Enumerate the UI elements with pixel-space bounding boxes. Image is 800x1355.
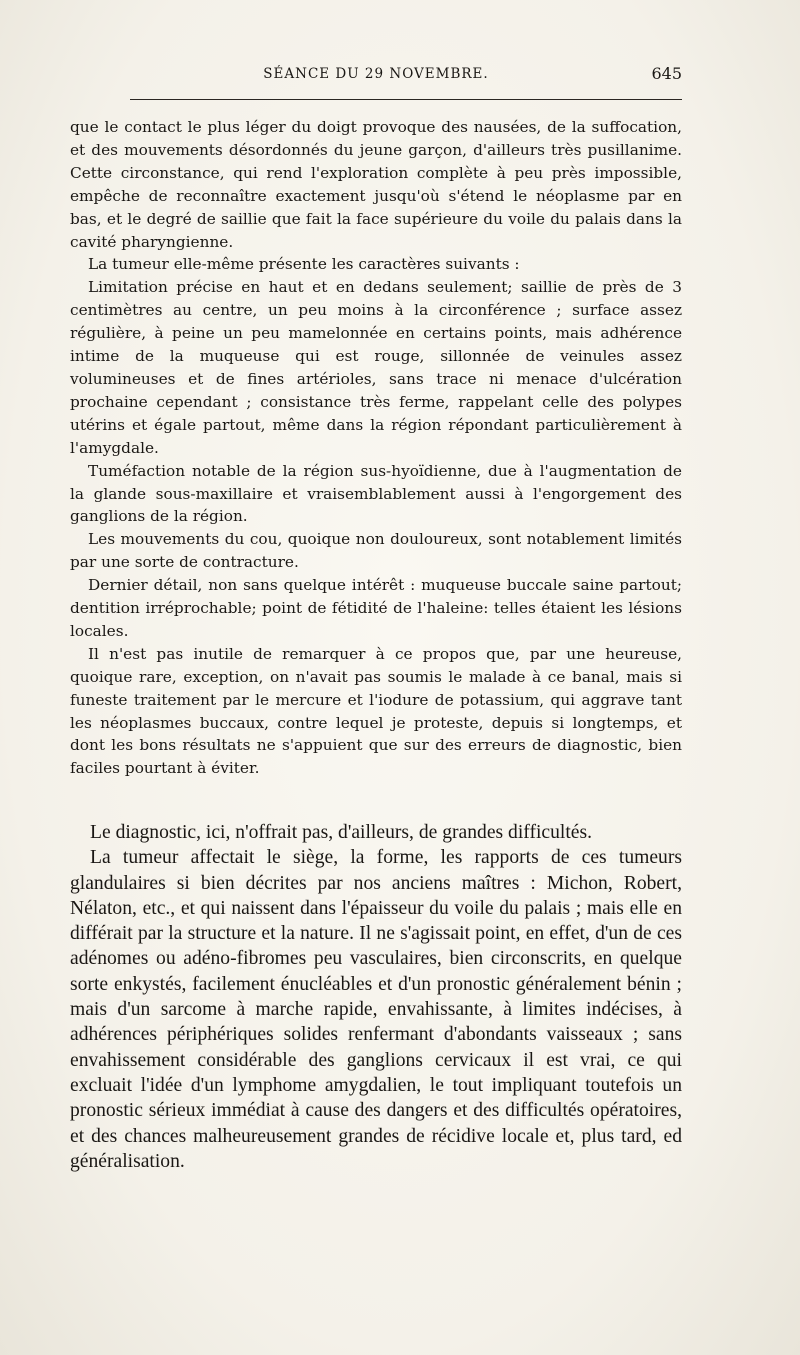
paragraph: Il n'est pas inutile de remarquer à ce propos que, par une heureuse, quoique rare, exception, on n'avait pas soumis le malade à ce banal, mais si funeste traitement par le mercure et l'iodure de potassium, qui aggrave tant les néoplasmes buccaux, contre lequel je proteste, depuis si longtemps, et dont les bons résultats ne s'appuient que sur des erreurs de diagnostic, bien faciles pourtant à éviter. <box>70 644 682 778</box>
paragraph: La tumeur elle-même présente les caractères suivants : <box>88 255 520 274</box>
paragraph: La tumeur affectait le siège, la forme, les rapports de ces tumeurs glandulaires si bien décrites par nos anciens maîtres : Michon, Robert, Nélaton, etc., et qui naissent dans l'épaisseur du voile du palais ; mais elle en différait par la structure et la nature. Il ne s'agissait point, en effet, d'un de ces adénomes ou adéno-fibromes peu vasculaires, bien circonscrits, en quelque sorte enkystés, facilement énucléables et d'un pronostic généralement bénin ; mais d'un sarcome à marche rapide, envahissante, à limites indécises, à adhérences périphériques solides renfermant d'abondants vaisseaux ; sans envahissement considérable des ganglions cervicaux il est vrai, ce qui excluait l'idée d'un lymphome amygdalien, le tout impliquant toutefois un pronostic sérieux immédiat à cause des dangers et des difficultés opératoires, et des chances malheureusement grandes de récidive locale et, plus tard, ed généralisation. <box>70 847 682 1172</box>
diagnosis-block <box>70 820 682 1174</box>
running-head <box>70 62 682 90</box>
paragraph: Le diagnostic, ici, n'offrait pas, d'ailleurs, de grandes difficultés. <box>90 822 593 843</box>
paragraph: Limitation précise en haut et en dedans seulement; saillie de près de 3 centimètres au centre, un peu moins à la circonférence ; surface assez régulière, à peine un peu mamelonnée en certains points, mais adhérence intime de la muqueuse qui est rouge, sillonnée de veinules assez volumineuses et de fines artérioles, sans trace ni menace d'ulcération prochaine cependant ; consistance très ferme, rappelant celle des polypes utérins et égale partout, même dans la région répondant particulièrement à l'amygdale. <box>70 278 682 457</box>
page-number: 645 <box>651 64 682 83</box>
header-rule <box>130 99 682 100</box>
paragraph: Dernier détail, non sans quelque intérêt : muqueuse buccale saine partout; dentition irréprochable; point de fétidité de l'haleine: telles étaient les lésions locales. <box>70 576 682 640</box>
paragraph: que le contact le plus léger du doigt provoque des nausées, de la suffocation, et des mouvements désordonnés du jeune garçon, d'ailleurs très pusillanime. Cette circonstance, qui rend l'exploration complète à peu près impossible, empêche de reconnaître exactement jusqu'où s'étend le néoplasme par en bas, et le degré de saillie que fait la face supérieure du voile du palais dans la cavité pharyngienne. <box>70 118 682 251</box>
paragraph: Tuméfaction notable de la région sus-hyoïdienne, due à l'augmentation de la glande sous-maxillaire et vraisemblablement aussi à l'engorgement des ganglions de la région. <box>70 461 682 526</box>
running-title: SÉANCE DU 29 NOVEMBRE. <box>263 66 489 82</box>
paragraph: Les mouvements du cou, quoique non douloureux, sont notablement limités par une sorte de contracture. <box>70 530 682 572</box>
case-description-block <box>70 116 682 780</box>
